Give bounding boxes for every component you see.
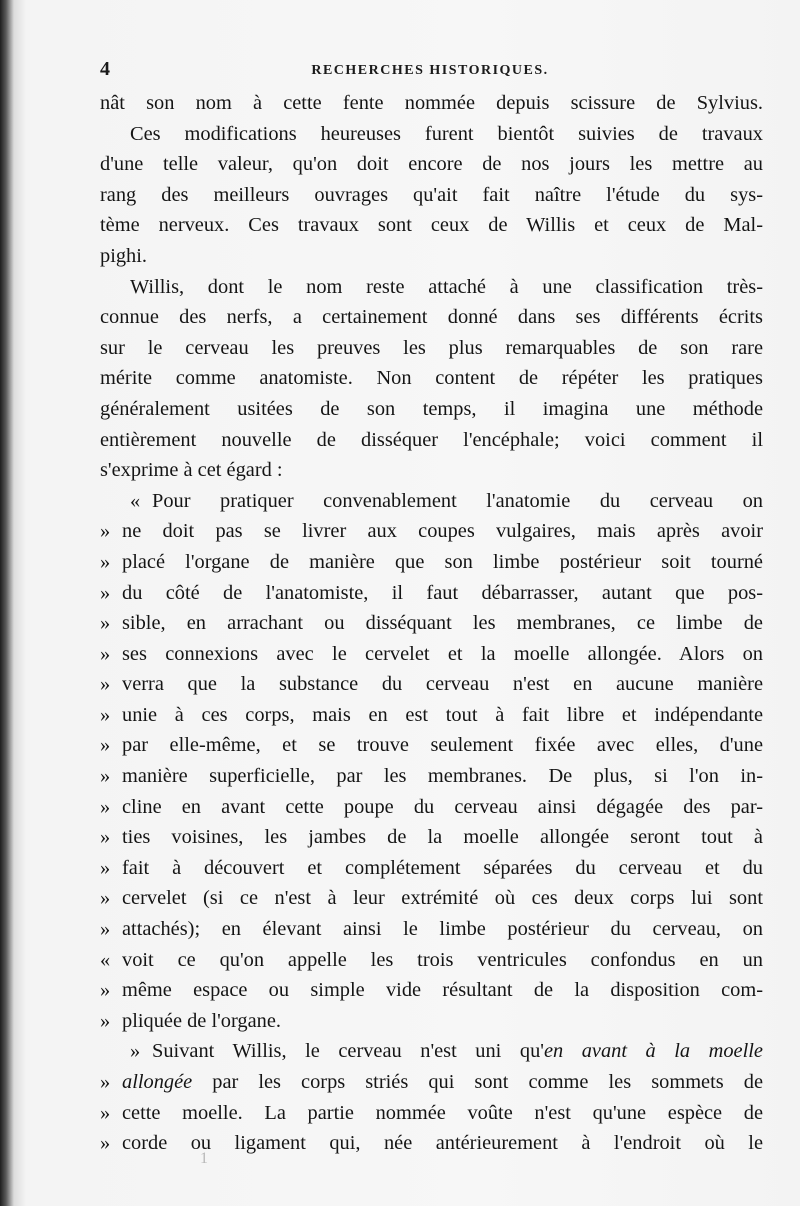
quote-mark: » (100, 979, 111, 1002)
quote-line (100, 516, 763, 547)
quote-text: pliquée de l'organe. (122, 1009, 282, 1032)
quote-mark: » (100, 1009, 111, 1032)
quote-mark: » (100, 856, 111, 879)
quote-text: placé l'organe de manière que son limbe postérieur soit tourné (122, 550, 763, 573)
quote-text: Suivant Willis, le cerveau n'est uni qu' (152, 1040, 544, 1063)
quote-line (100, 761, 763, 792)
quote-text: sible, en arrachant ou disséquant les membranes, ce limbe de (122, 612, 763, 635)
quote-line (100, 700, 763, 731)
page-mark: 1 (200, 1150, 208, 1167)
quote-text: unie à ces corps, mais en est tout à fait libre et indépendante (122, 703, 763, 726)
quote-line (100, 547, 763, 578)
page-number: 4 (100, 58, 110, 80)
quote-text: verra que la substance du cerveau n'est en aucune manière (122, 673, 763, 696)
quote-line (100, 914, 763, 945)
quote-line (100, 578, 763, 609)
text-line: d'une telle valeur, qu'on doit encore de nos jours les mettre au (100, 153, 763, 176)
quote-mark: » (100, 765, 111, 788)
quote-mark: » (100, 581, 111, 604)
italic-text: allongée (122, 1071, 193, 1093)
quote-line (100, 853, 763, 884)
quote-mark: » (100, 1071, 111, 1093)
quote-mark: » (100, 795, 111, 818)
quote-mark: » (100, 734, 111, 757)
quote-text: attachés); en élevant ainsi le limbe postérieur du cerveau, on (122, 918, 763, 941)
quote-text: ses connexions avec le cervelet et la moelle allongée. Alors on (122, 642, 763, 665)
text-line: connue des nerfs, a certainement donné dans ses différents écrits (100, 306, 763, 329)
italic-text: en avant à la moelle (543, 1040, 763, 1063)
quote-mark: » (100, 703, 111, 726)
text-line: mérite comme anatomiste. Non content de répéter les pratiques (100, 367, 763, 390)
quote-mark: » (100, 642, 111, 665)
quote-line (100, 1067, 763, 1098)
quote-text: cline en avant cette poupe du cerveau ainsi dégagée des par- (122, 795, 763, 818)
quote-mark: » (100, 673, 111, 696)
quote-text: cette moelle. La partie nommée voûte n'est qu'une espèce de (122, 1101, 763, 1124)
quote-line (100, 730, 763, 761)
quote-text: manière superficielle, par les membranes. De plus, si l'on in- (122, 765, 763, 788)
quote-line (100, 669, 763, 700)
quote-line (100, 486, 763, 517)
quote-text: du côté de l'anatomiste, il faut débarrasser, autant que pos- (122, 581, 763, 604)
quote-line (100, 639, 763, 670)
running-head: RECHERCHES HISTORIQUES. (311, 63, 549, 78)
quote-line (100, 792, 763, 823)
quote-mark: » (100, 520, 111, 543)
quote-text: fait à découvert et complétement séparées du cerveau et du (122, 856, 763, 879)
quote-text: Pour pratiquer convenablement l'anatomie du cerveau on (152, 489, 763, 512)
quote-text: par les corps striés qui sont comme les sommets de (192, 1071, 763, 1093)
quote-line (100, 1006, 763, 1037)
quote-line (100, 1036, 763, 1067)
quote-text: voit ce qu'on appelle les trois ventricules confondus en un (122, 948, 763, 971)
quote-mark: « (100, 948, 111, 971)
quote-mark: » (130, 1040, 141, 1063)
quote-mark: « (130, 489, 141, 512)
quote-text: ne doit pas se livrer aux coupes vulgaires, mais après avoir (122, 520, 763, 543)
quote-mark: » (100, 826, 111, 849)
quote-line (100, 945, 763, 976)
text-line: sur le cerveau les preuves les plus remarquables de son rare (100, 336, 763, 359)
text-line: nât son nom à cette fente nommée depuis scissure de Sylvius. (100, 92, 763, 114)
quote-mark: » (100, 550, 111, 573)
quote-text: même espace ou simple vide résultant de la disposition com- (122, 979, 763, 1002)
text-line: entièrement nouvelle de disséquer l'encéphale; voici comment il (100, 428, 763, 451)
quote-text: ties voisines, les jambes de la moelle allongée seront tout à (122, 826, 763, 849)
quote-text: par elle-même, et se trouve seulement fixée avec elles, d'une (122, 734, 763, 757)
quote-mark: » (100, 887, 111, 910)
quote-line (100, 608, 763, 639)
body-text (100, 88, 763, 1159)
quote-line (100, 883, 763, 914)
quote-line (100, 822, 763, 853)
quote-mark: » (100, 1101, 111, 1124)
quote-mark: » (100, 1132, 111, 1155)
quote-mark: » (100, 612, 111, 635)
quote-mark: » (100, 918, 111, 941)
text-line: tème nerveux. Ces travaux sont ceux de Willis et ceux de Mal- (100, 214, 763, 237)
text-line: s'exprime à cet égard : (100, 459, 283, 482)
text-line: généralement usitées de son temps, il imagina une méthode (100, 397, 763, 420)
text-line: pighi. (100, 244, 148, 267)
quote-line (100, 975, 763, 1006)
text-line: rang des meilleurs ouvrages qu'ait fait naître l'étude du sys- (100, 183, 763, 206)
quote-line (100, 1098, 763, 1129)
quote-text: corde ou ligament qui, née antérieurement à l'endroit où le (122, 1132, 763, 1155)
text-line: Ces modifications heureuses furent bientôt suivies de travaux (130, 122, 763, 145)
quote-text: cervelet (si ce n'est à leur extrémité où ces deux corps lui sont (122, 887, 763, 910)
page-header (100, 58, 760, 84)
text-line: Willis, dont le nom reste attaché à une classification très- (130, 275, 763, 298)
